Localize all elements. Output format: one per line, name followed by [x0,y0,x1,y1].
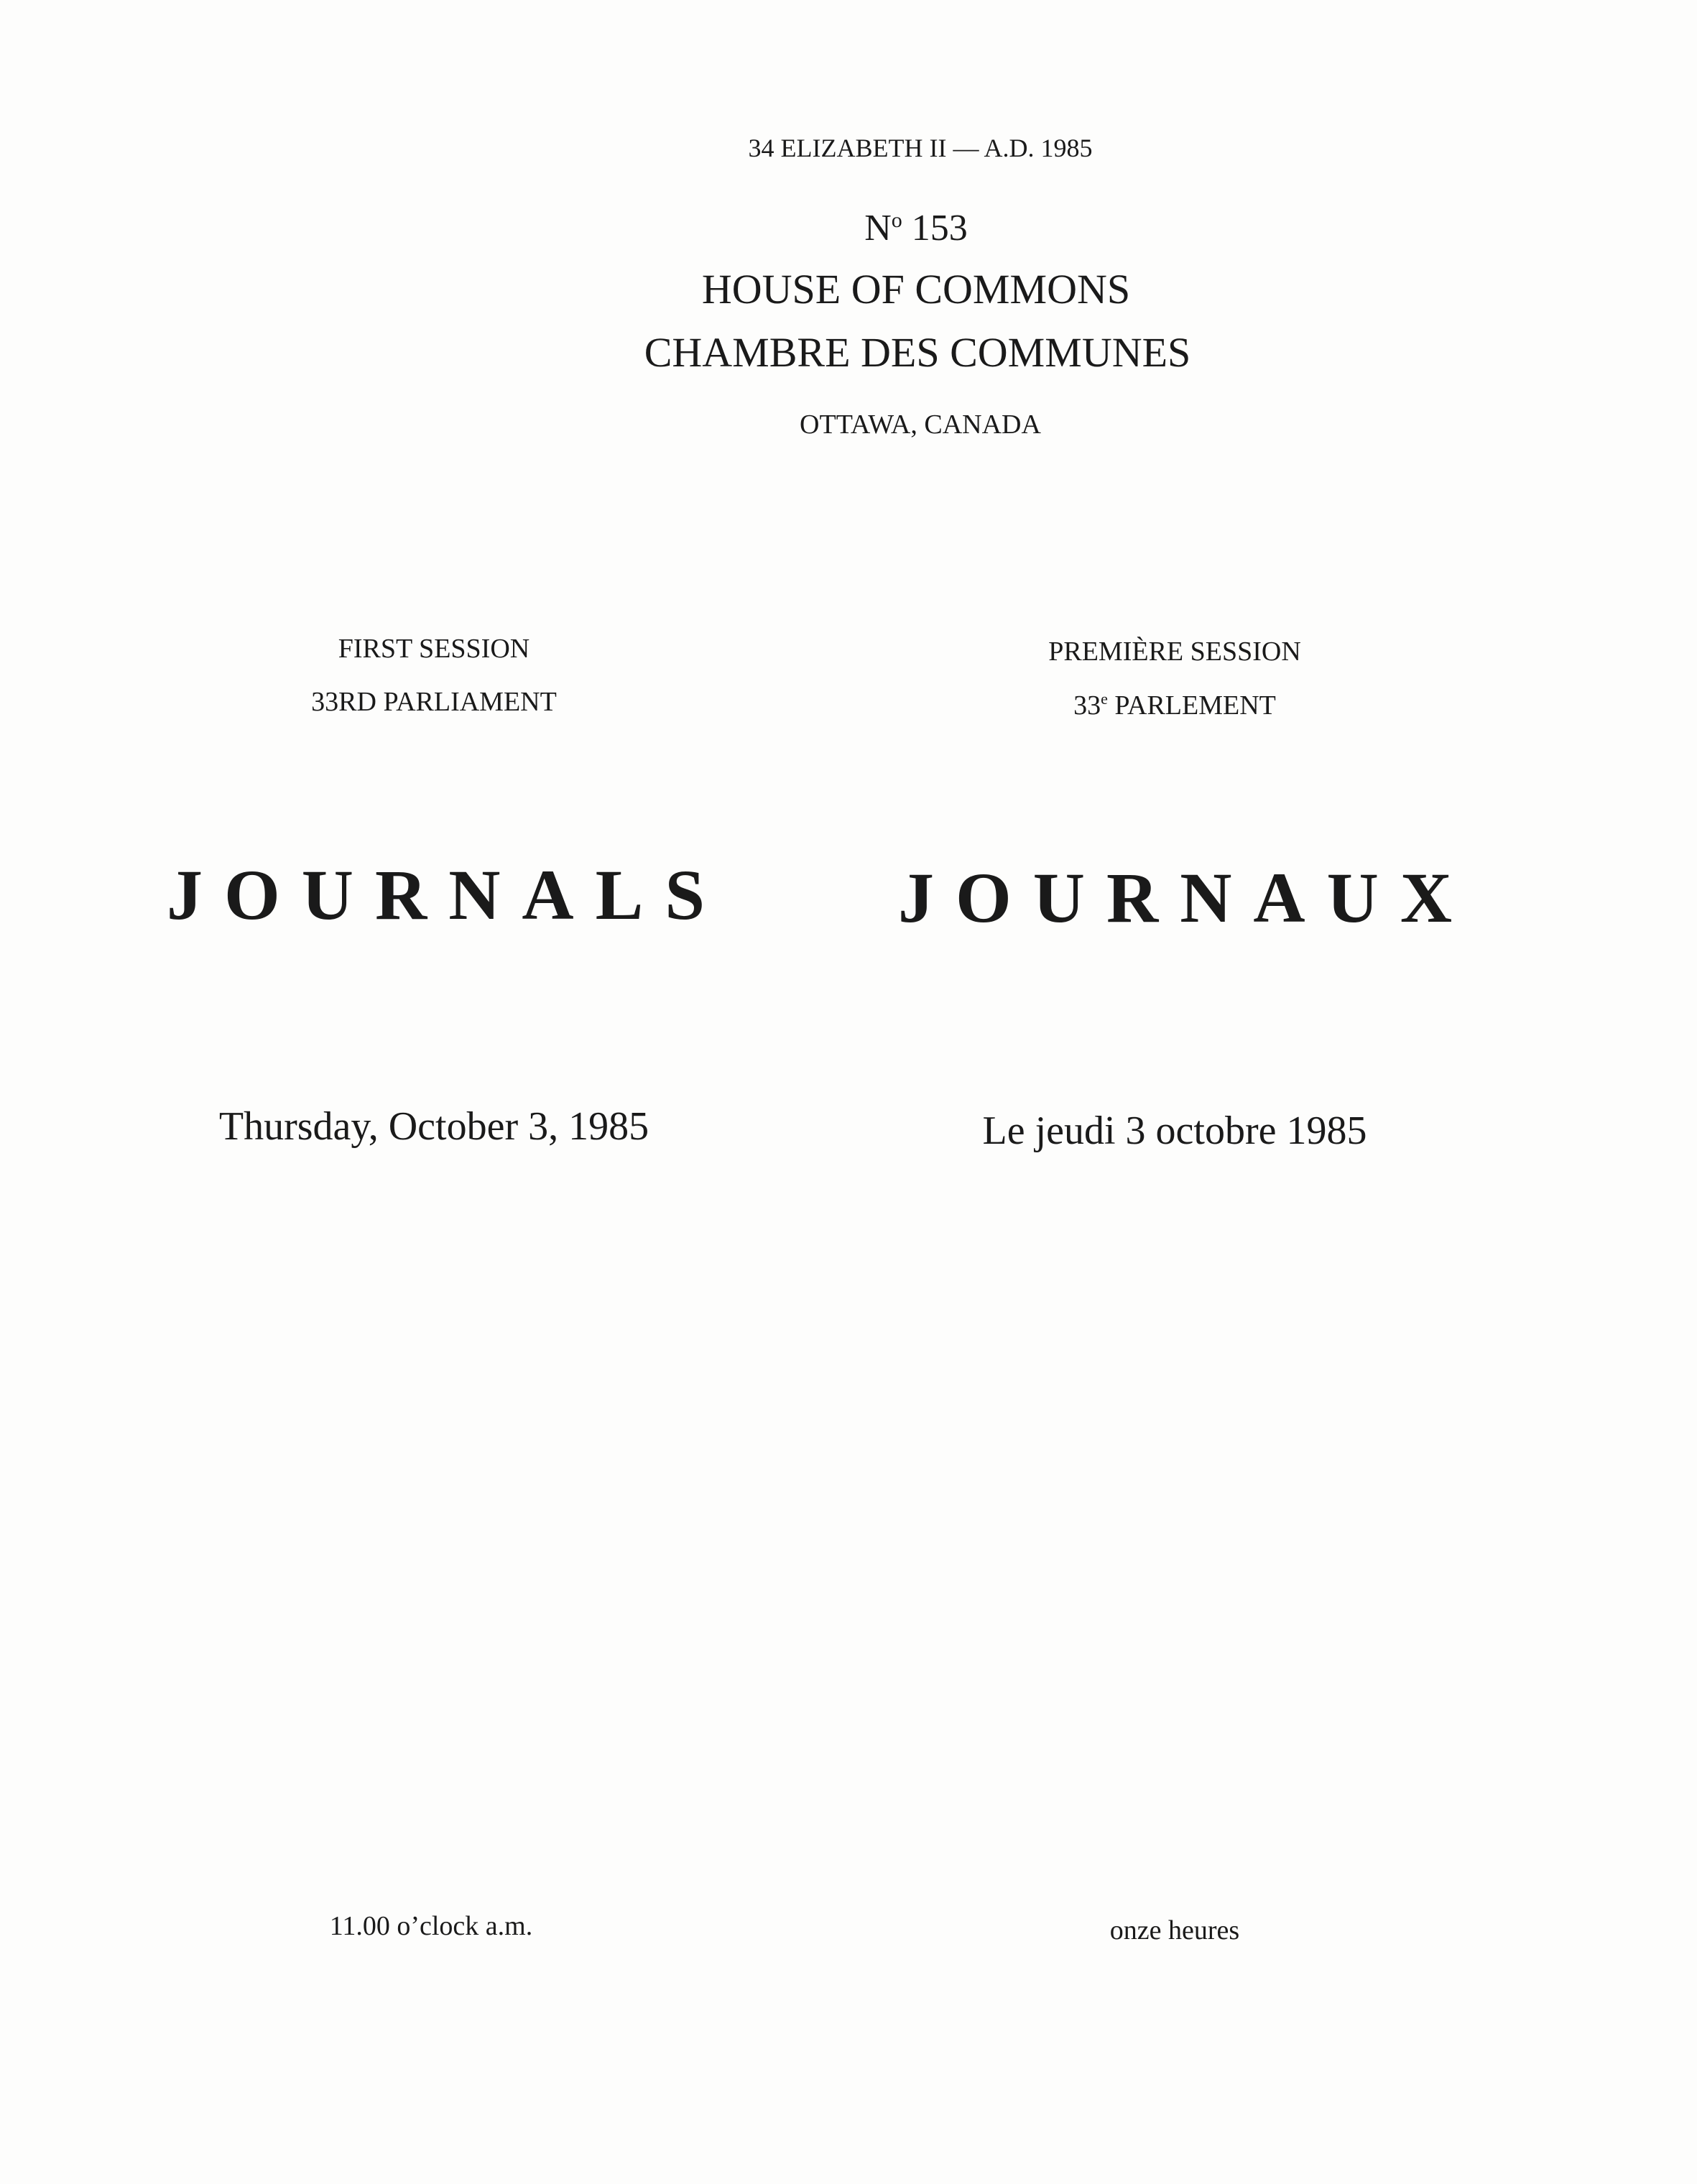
title-french: JOURNAUX [898,858,1474,938]
parliament-french [848,691,1502,719]
date-english: Thursday, October 3, 1985 [218,1104,649,1149]
session-english: FIRST SESSION [338,634,530,664]
time-french: onze heures [1109,1915,1240,1945]
issue-number-prefix: N [864,208,892,249]
title-english: JOURNALS [167,855,726,935]
issue-number-superscript: o [891,208,902,232]
parliament-french-word: PARLEMENT [1114,690,1276,721]
regnal-year: 34 ELIZABETH II — A.D. 1985 [748,134,1093,162]
session-french: PREMIÈRE SESSION [1048,637,1301,667]
date-french: Le jeudi 3 octobre 1985 [982,1109,1367,1153]
parliament-french-number: 33 [1073,690,1101,721]
house-name-english: HOUSE OF COMMONS [701,266,1131,313]
issue-number-value: 153 [911,208,968,249]
parliament-english: 33RD PARLIAMENT [311,687,557,717]
parliament-french-superscript: e [1101,690,1108,708]
place: OTTAWA, CANADA [800,410,1041,440]
house-name-french: CHAMBRE DES COMMUNES [644,329,1191,376]
issue-number [68,210,1697,247]
time-english: 11.00 o’clock a.m. [329,1911,533,1941]
